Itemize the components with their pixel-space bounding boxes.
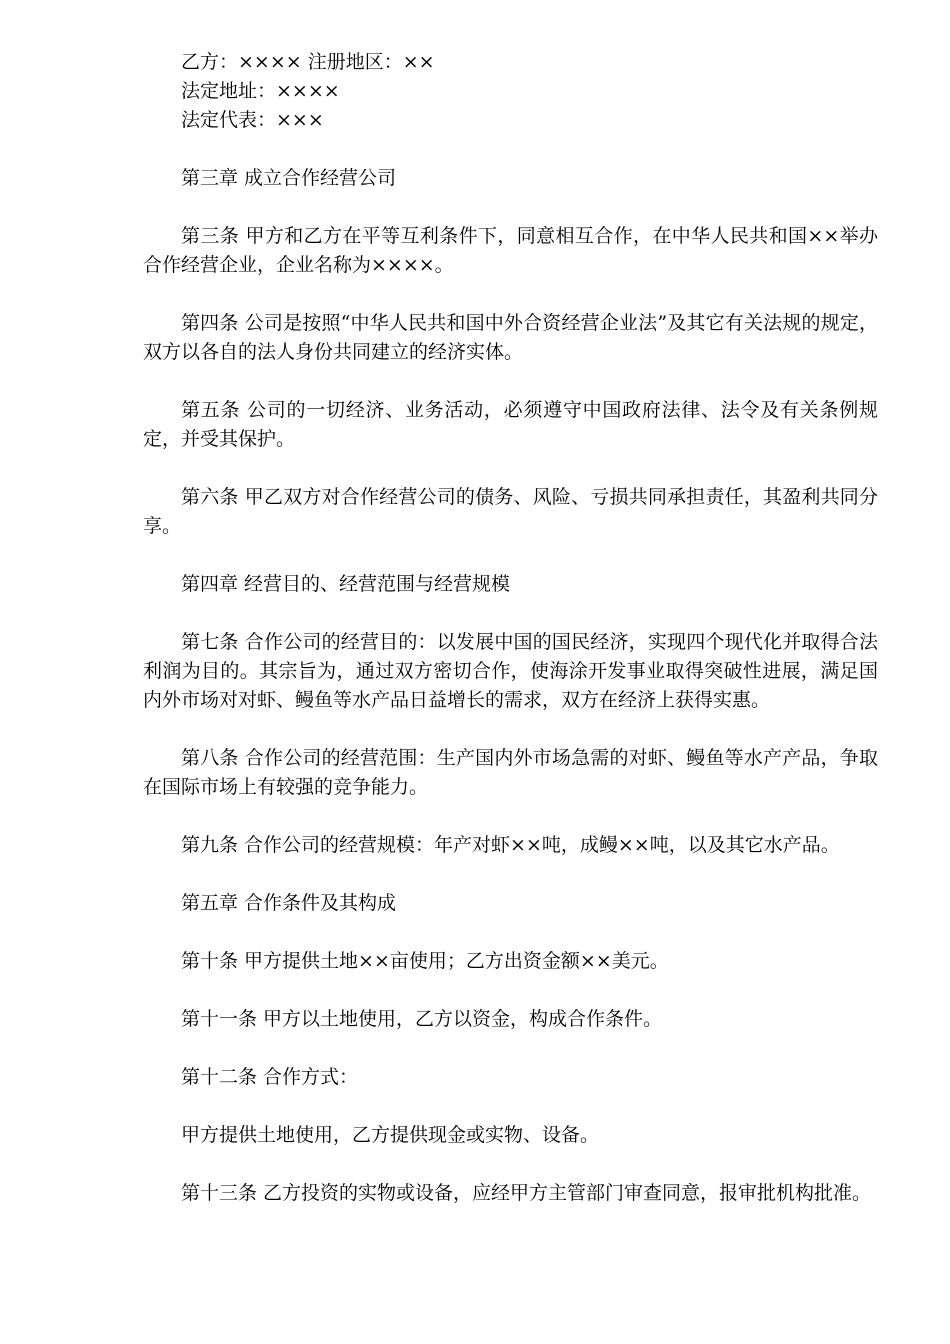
- spacer: [143, 541, 878, 570]
- article-8: 第八条 合作公司的经营范围：生产国内外市场急需的对虾、鳗鱼等水产产品，争取在国际市场上有较强的竞争能力。: [143, 747, 878, 798]
- article-13: 第十三条 乙方投资的实物或设备，应经甲方主管部门审查同意，报审批机构批准。: [181, 1182, 872, 1204]
- legal-representative-line: 法定代表：×××: [181, 109, 324, 131]
- article-9: 第九条 合作公司的经营规模：年产对虾××吨，成鳗××吨，以及其它水产品。: [181, 834, 840, 856]
- article-5: 第五条 公司的一切经济、业务活动，必须遵守中国政府法律、法令及有关条例规定，并受其保护。: [143, 399, 878, 450]
- spacer: [143, 1034, 878, 1063]
- spacer: [143, 918, 878, 947]
- article-7: 第七条 合作公司的经营目的：以发展中国的国民经济，实现四个现代化并取得合法利润为目的。其宗旨为，通过双方密切合作，使海涂开发事业取得突破性进展，满足国内外市场对对虾、鳗鱼等水产品日益增长的需求，双方在经济上获得实惠。: [143, 631, 878, 711]
- spacer: [143, 860, 878, 889]
- spacer: [143, 715, 878, 744]
- article-12-detail: 甲方提供土地使用，乙方提供现金或实物、设备。: [181, 1124, 600, 1146]
- article-11: 第十一条 甲方以土地使用，乙方以资金，构成合作条件。: [181, 1008, 663, 1030]
- article-3: 第三条 甲方和乙方在平等互利条件下，同意相互合作，在中华人民共和国××举办合作经营企业，企业名称为××××。: [143, 225, 878, 276]
- spacer: [143, 802, 878, 831]
- spacer: [143, 454, 878, 483]
- spacer: [143, 1150, 878, 1179]
- article-10: 第十条 甲方提供土地××亩使用；乙方出资金额××美元。: [181, 950, 669, 972]
- spacer: [143, 135, 878, 164]
- article-6: 第六条 甲乙双方对合作经营公司的债务、风险、亏损共同承担责任，其盈利共同分享。: [143, 486, 878, 537]
- spacer: [143, 193, 878, 222]
- party-b-line: 乙方：×××× 注册地区：××: [181, 51, 435, 73]
- legal-address-line: 法定地址：××××: [181, 80, 340, 102]
- spacer: [143, 1092, 878, 1121]
- chapter-4-title: 第四章 经营目的、经营范围与经营规模: [181, 573, 511, 595]
- article-4: 第四条 公司是按照“中华人民共和国中外合资经营企业法”及其它有关法规的规定，双方以各自的法人身份共同建立的经济实体。: [143, 312, 878, 363]
- article-12: 第十二条 合作方式：: [181, 1066, 359, 1088]
- spacer: [143, 280, 878, 309]
- spacer: [143, 976, 878, 1005]
- spacer: [143, 367, 878, 396]
- spacer: [143, 599, 878, 628]
- chapter-5-title: 第五章 合作条件及其构成: [181, 892, 397, 914]
- contract-document: [143, 48, 878, 1208]
- chapter-3-title: 第三章 成立合作经营公司: [181, 167, 397, 189]
